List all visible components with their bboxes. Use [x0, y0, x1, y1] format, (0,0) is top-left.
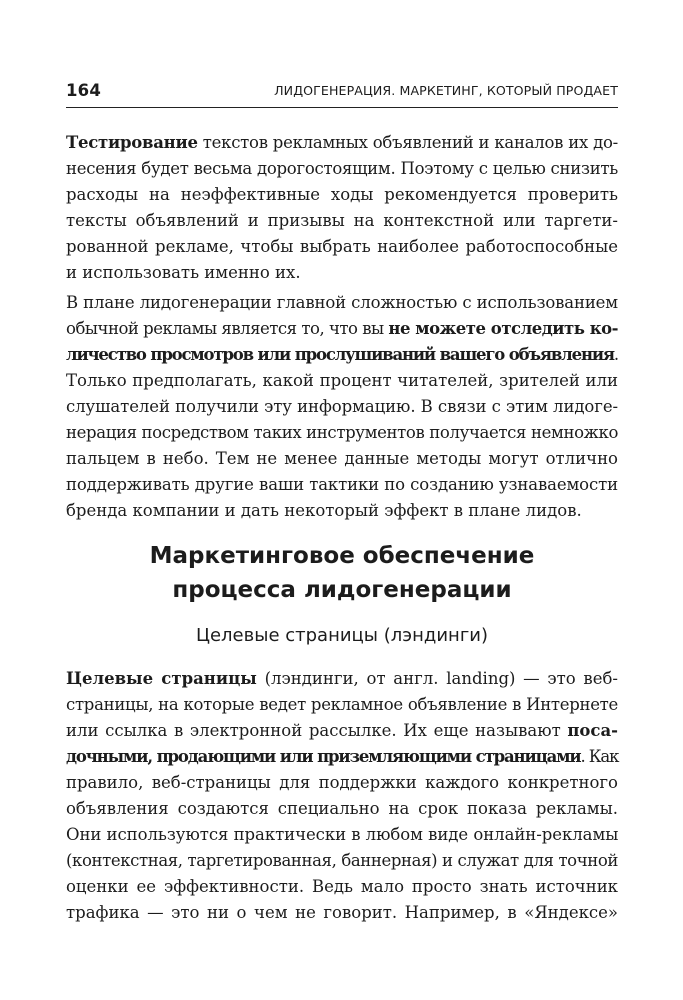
- page-number: 164: [66, 81, 102, 100]
- running-title: ЛИДОГЕНЕРАЦИЯ. МАРКЕТИНГ, КОТОРЫЙ ПРОДАЕТ: [274, 83, 618, 98]
- text-line: В плане лидогенерации главной сложностью с использованием: [66, 293, 618, 312]
- text-line: или ссылка в электронной рассылке. Их еще называют поса-: [66, 721, 618, 740]
- text-line: Только предполагать, какой процент читателей, зрителей или: [66, 371, 618, 390]
- bold-term: Целевые страницы: [66, 669, 257, 688]
- text-line: рованной рекламе, чтобы выбрать наиболее работоспособные: [66, 237, 618, 256]
- text-line: нерация посредством таких инструментов получается немножко: [66, 423, 619, 442]
- text-line: Целевые страницы (лэндинги, от англ. landing) — это веб-: [66, 669, 618, 688]
- text-line: личество просмотров или прослушиваний вашего объявления.: [66, 345, 618, 364]
- text-line: правило, веб-страницы для поддержки каждого конкретного: [66, 773, 618, 792]
- text-line: поддерживать другие ваши тактики по созданию узнаваемости: [66, 475, 618, 494]
- subsection-heading: Целевые страницы (лэндинги): [196, 625, 488, 646]
- text-line: и использовать именно их.: [66, 263, 301, 282]
- bold-emphasis: личество просмотров или прослушиваний вашего объявления: [66, 345, 614, 364]
- text-line: (контекстная, таргетированная, баннерная) и служат для точной: [66, 851, 618, 870]
- text-line: обычной рекламы является то, что вы не можете отследить ко-: [66, 319, 618, 338]
- page-header: [66, 79, 618, 108]
- bold-emphasis: поса-: [567, 721, 618, 740]
- text-line: пальцем в небо. Тем не менее данные методы могут отлично: [66, 449, 618, 468]
- paragraph-leadgen-difficulty: [66, 290, 618, 524]
- text-line: дочными, продающими или приземляющими страницами. Как: [66, 747, 619, 766]
- text-line: расходы на неэффективные ходы рекомендуется проверить: [66, 185, 618, 204]
- bold-emphasis: не можете отследить ко-: [388, 319, 618, 338]
- text-line: Тестирование текстов рекламных объявлений и каналов их до-: [66, 133, 618, 152]
- text-line: объявления создаются специально на срок показа рекламы.: [66, 799, 618, 818]
- section-heading: Маркетинговое обеспечение процесса лидогенерации: [149, 543, 535, 603]
- bold-term: Тестирование: [66, 133, 198, 152]
- bold-emphasis: дочными, продающими или приземляющими страницами: [66, 747, 581, 766]
- text-line: Они используются практически в любом виде онлайн-рекламы: [66, 825, 619, 844]
- text-line: несения будет весьма дорогостоящим. Поэтому с целью снизить: [66, 159, 618, 178]
- text-line: тексты объявлений и призывы на контекстной или таргети-: [66, 211, 618, 230]
- text-line: бренда компании и дать некоторый эффект в плане лидов.: [66, 501, 582, 520]
- text-line: трафика — это ни о чем не говорит. Например, в «Яндексе»: [66, 903, 618, 922]
- paragraph-testing: [66, 130, 618, 286]
- text-line: оценки ее эффективности. Ведь мало просто знать источник: [66, 877, 618, 896]
- text-line: слушателей получили эту информацию. В связи с этим лидоге-: [66, 397, 618, 416]
- text-line: страницы, на которые ведет рекламное объявление в Интернете: [66, 695, 618, 714]
- paragraph-landing-pages: [66, 666, 618, 926]
